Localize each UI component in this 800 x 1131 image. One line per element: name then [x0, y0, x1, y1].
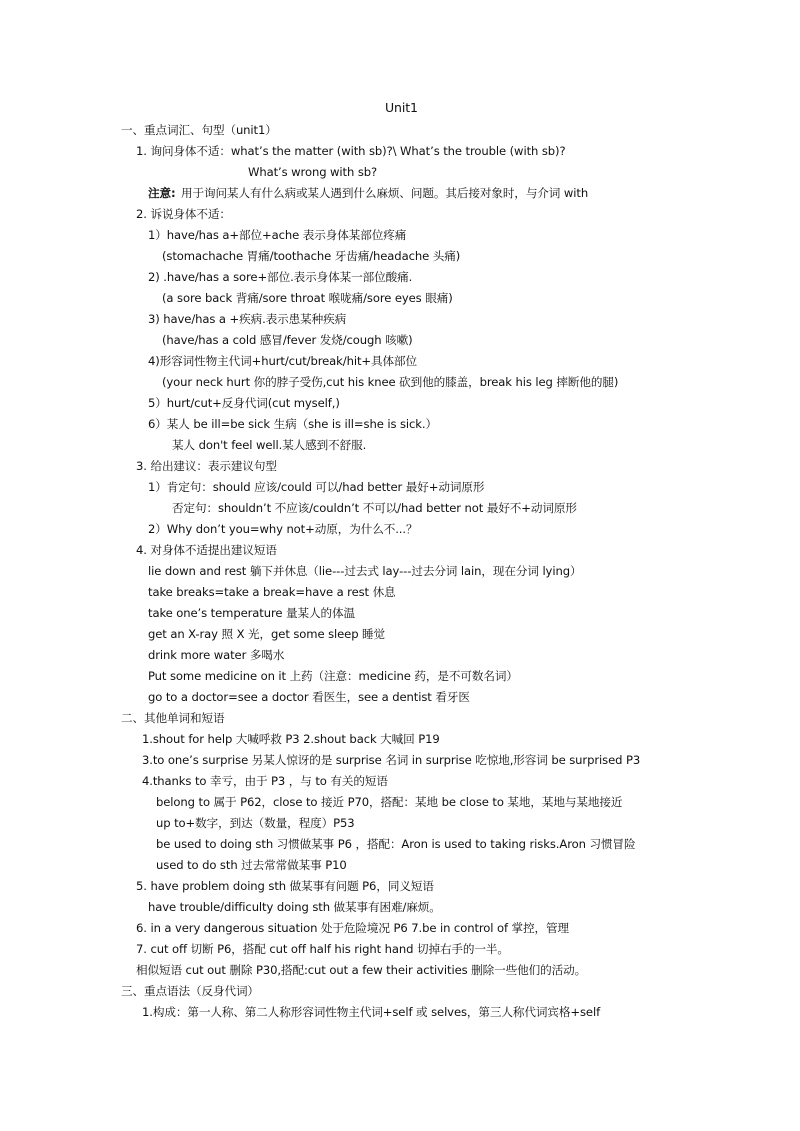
text-line: 6）某人 be ill=be sick 生病（she is ill=she is sick.）	[148, 417, 438, 431]
text-line: What’s wrong with sb?	[248, 165, 378, 179]
text-line: 3) have/has a +疾病.表示患某种疾病	[148, 312, 347, 326]
text-line: 相似短语 cut out 删除 P30,搭配:cut out a few their activities 删除一些他们的活动。	[136, 963, 587, 977]
text-line: be used to doing sth 习惯做某事 P6 ，搭配：Aron is used to taking risks.Aron 习惯冒险	[156, 837, 636, 851]
text-line: get an X-ray 照 X 光，get some sleep 睡觉	[148, 627, 386, 641]
text-line: 6. in a very dangerous situation 处于危险境况 P6 7.be in control of 掌控，管理	[136, 921, 570, 935]
text-line: (stomachache 胃痛/toothache 牙齿痛/headache 头痛)	[162, 249, 461, 263]
text-line: 3.to one’s surprise 另某人惊讶的是 surprise 名词 in surprise 吃惊地,形容词 be surprised P3	[142, 753, 641, 767]
text-line: used to do sth 过去常常做某事 P10	[156, 858, 347, 872]
text-line: 1.构成：第一人称、第二人称形容词性物主代词+self 或 selves，第三人称代词宾格+self	[142, 1005, 601, 1019]
text-line: 否定句：shouldn’t 不应该/couldn’t 不可以/had better not 最好不+动词原形	[172, 501, 577, 515]
text-line: 5. have problem doing sth 做某事有问题 P6，同义短语	[136, 879, 434, 893]
text-line: (have/has a cold 感冒/fever 发烧/cough 咳嗽)	[162, 333, 413, 347]
text-line: 5）hurt/cut+反身代词(cut myself,)	[148, 396, 340, 410]
text-line: 2）Why don’t you=why not+动原，为什么不...？	[148, 522, 418, 536]
document-title: Unit1	[385, 100, 418, 115]
text-line: belong to 属于 P62，close to 接近 P70，搭配：某地 be close to 某地，某地与某地接近	[156, 795, 623, 809]
text-line: 某人 don't feel well.某人感到不舒服.	[172, 438, 367, 452]
text-line: 7. cut off 切断 P6，搭配 cut off half his right hand 切掉右手的一半。	[136, 942, 509, 956]
text-line: 3. 给出建议：表示建议句型	[136, 459, 277, 473]
section-heading: 二、其他单词和短语	[121, 711, 225, 725]
text-line: 1）肯定句：should 应该/could 可以/had better 最好+动词原形	[148, 480, 485, 494]
text-line: have trouble/difficulty doing sth 做某事有困难/麻烦。	[148, 900, 441, 914]
text-line: (a sore back 背痛/sore throat 喉咙痛/sore eyes 眼痛)	[162, 291, 453, 305]
text-line: 2. 诉说身体不适：	[136, 207, 231, 221]
text-line: 1. 询问身体不适：what’s the matter (with sb)?\ What’s the trouble (with sb)?	[136, 144, 566, 158]
text-line: take breaks=take a break=have a rest 休息	[148, 585, 396, 599]
text-line: take one’s temperature 量某人的体温	[148, 606, 355, 620]
text-line: 1）have/has a+部位+ache 表示身体某部位疼痛	[148, 228, 407, 242]
text-line: 用于询问某人有什么病或某人遇到什么麻烦、问题。其后接对象时，与介词 with	[181, 186, 589, 200]
text-line: (your neck hurt 你的脖子受伤,cut his knee 砍到他的膝盖，break his leg 摔断他的腿)	[162, 375, 619, 389]
text-line: up to+数字，到达（数量，程度）P53	[156, 816, 355, 830]
text-line: 4. 对身体不适提出建议短语	[136, 543, 277, 557]
section-heading: 一、重点词汇、句型（unit1）	[121, 123, 277, 137]
text-line: lie down and rest 躺下并休息（lie---过去式 lay---过去分词 lain，现在分词 lying）	[148, 564, 582, 578]
text-line: 4)形容词性物主代词+hurt/cut/break/hit+具体部位	[148, 354, 417, 368]
section-heading: 三、重点语法（反身代词）	[121, 984, 259, 998]
text-line: 1.shout for help 大喊呼救 P3 2.shout back 大喊回 P19	[142, 732, 440, 746]
text-line: Put some medicine on it 上药（注意：medicine 药，是不可数名词）	[148, 669, 518, 683]
text-line: 4.thanks to 幸亏，由于 P3 ，与 to 有关的短语	[142, 774, 388, 788]
text-line: drink more water 多喝水	[148, 648, 285, 662]
text-line: 2) .have/has a sore+部位.表示身体某一部位酸痛.	[148, 270, 413, 284]
note-label: 注意:	[148, 186, 176, 200]
text-line: go to a doctor=see a doctor 看医生，see a dentist 看牙医	[148, 690, 470, 704]
